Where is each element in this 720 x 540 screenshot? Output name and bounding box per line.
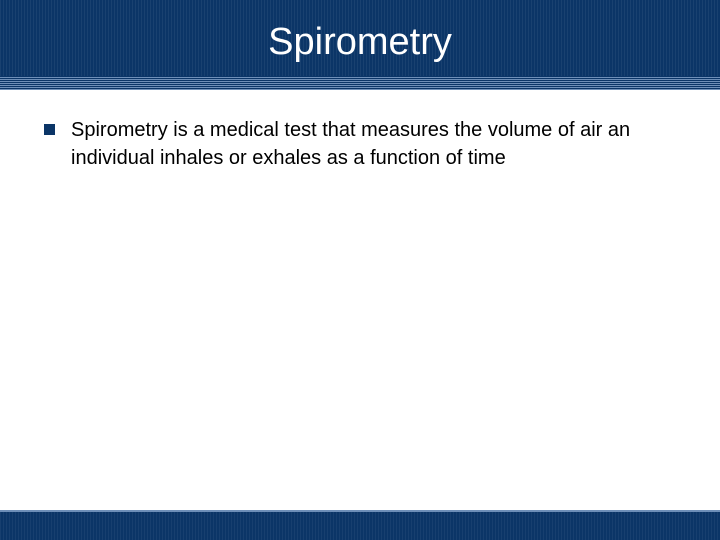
- square-bullet-icon: [44, 124, 55, 135]
- bullet-item: [44, 116, 694, 172]
- title-banner: [0, 0, 720, 76]
- bullet-text: Spirometry is a medical test that measures the volume of air an individual inhales or exhales as a function of time: [71, 119, 631, 169]
- slide-title: Spirometry: [268, 21, 452, 63]
- title-divider: [0, 76, 720, 90]
- footer-band: [0, 512, 720, 540]
